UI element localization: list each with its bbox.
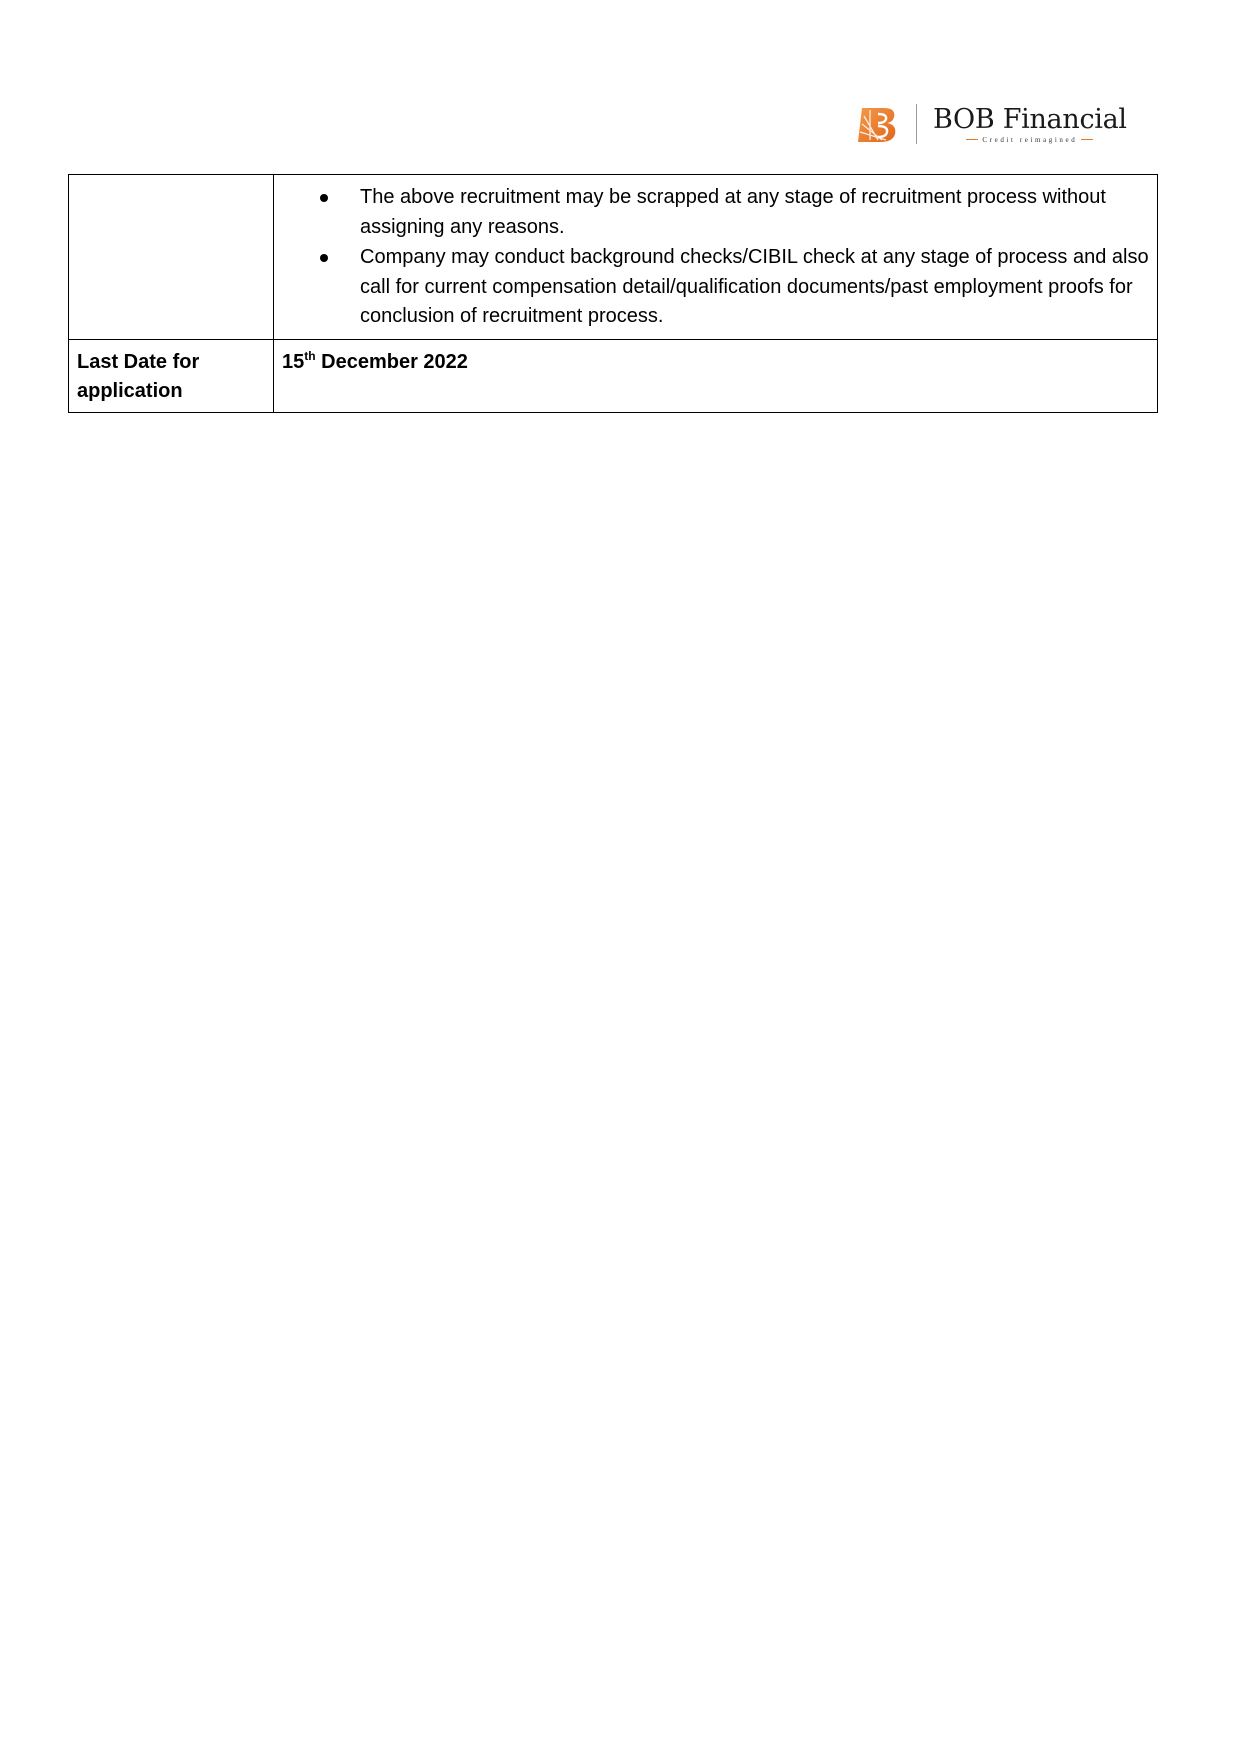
last-date-cell (274, 339, 1158, 412)
bullet-item-background-check: Company may conduct background checks/CIBIL check at any stage of process and also call for current compensation detail/qualification documents/past employment proofs for conclusion of recruitment process. (320, 243, 1149, 332)
last-date-label: Last Date for application (69, 339, 274, 412)
bob-stylized-b-icon (856, 102, 900, 146)
tagline-dash-left (966, 139, 978, 140)
bob-financial-logo (856, 100, 1127, 148)
row-label-empty (69, 175, 274, 340)
tagline-dash-right (1081, 139, 1093, 140)
brand-name: BOB Financial (933, 103, 1127, 135)
notes-cell (274, 175, 1158, 340)
table-row-last-date (69, 339, 1158, 412)
bullet-item-scrap-notice: The above recruitment may be scrapped at any stage of recruitment process without assigning any reasons. (320, 183, 1149, 242)
notes-bullet-list (282, 183, 1149, 332)
table-row-notes (69, 175, 1158, 340)
recruitment-terms-table (68, 174, 1158, 413)
brand-tagline: Credit reimagined (962, 136, 1097, 144)
logo-divider (916, 104, 917, 144)
last-date-value: 15th December 2022 (282, 348, 468, 373)
